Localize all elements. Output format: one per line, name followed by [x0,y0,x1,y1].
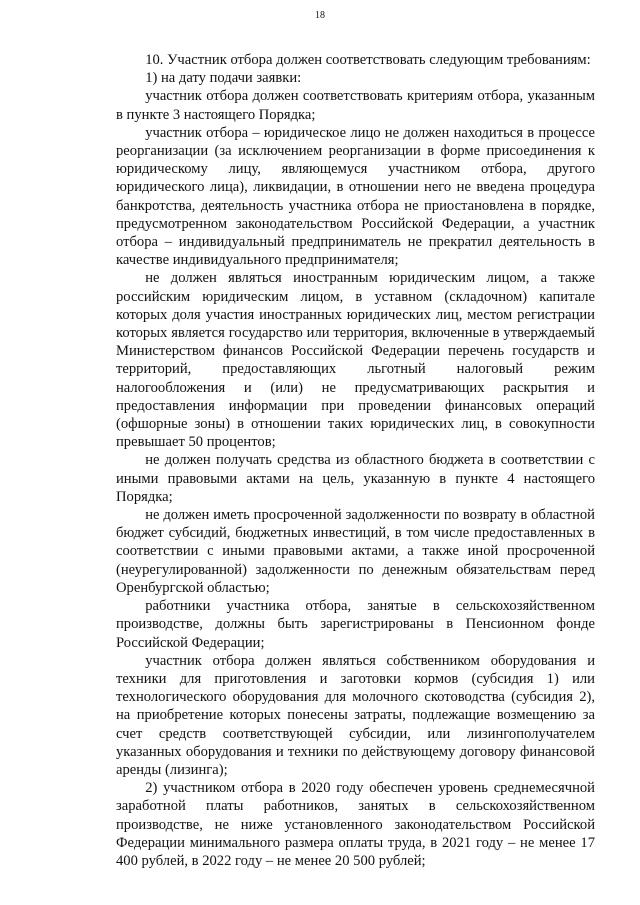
document-body [116,51,595,870]
paragraph-budget-funds: не должен получать средства из областного бюджета в соответствии с иными правовыми актами на цель, указанную в пункте 4 настоящего Порядка; [116,452,595,505]
paragraph-item-1: 1) на дату подачи заявки: [145,70,302,87]
paragraph-requirements-intro: 10. Участник отбора должен соответствовать следующим требованиям: [145,52,591,68]
paragraph-equipment-owner: участник отбора должен являться собственником оборудования и техники для приготовления и заготовки кормов (субсидия 1) или технологического оборудования для молочного скотоводства (субсидия 2), на приобретение которых понесены затраты, подлежащие возмещению за счет средств соответствующей субсидии, или лизингополучателем указанных оборудования и техники по действующему договору финансовой аренды (лизинга); [116,652,595,778]
paragraph-pension-fund: работники участника отбора, занятые в сельскохозяйственном производстве, должны быть зарегистрированы в Пенсионном фонде Российской Федерации; [116,598,595,651]
paragraph-overdue-debt: не должен иметь просроченной задолженности по возврату в областной бюджет субсидий, бюджетных инвестиций, в том числе предоставленных в соответствии с иными правовыми актами, а также иной просроченной (неурегулированной) задолженности по денежным обязательствам перед Оренбургской областью; [116,507,595,596]
paragraph-reorganization: участник отбора – юридическое лицо не должен находиться в процессе реорганизации (за исключением реорганизации в форме присоединения к юридическому лицу, являющемуся участником отбора, другого юридического лица), ликвидации, в отношении него не введена процедура банкротства, деятельность участника отбора не приостановлена в порядке, предусмотренном законодательством Российской Федерации, а участник отбора – индивидуальный предприниматель не прекратил деятельность в качестве индивидуального предпринимателя; [116,124,595,269]
paragraph-foreign-entity: не должен являться иностранным юридическим лицом, а также российским юридическим лицом, в уставном (складочном) капитале которых доля участия иностранных юридических лиц, местом регистрации которых является государство или территория, включенные в утверждаемый Министерством финансов Российской Федерации перечень государств и территорий, предоставляющих льготный налоговый режим налогообложения и (или) не предусматривающих раскрытия и предоставления информации при проведении финансовых операций (офшорные зоны) в отношении таких юридических лиц, в совокупности превышает 50 процентов; [116,270,595,451]
page-number: 18 [315,10,325,21]
paragraph-criteria: участник отбора должен соответствовать критериям отбора, указанным в пункте 3 настоящего Порядка; [116,88,595,123]
paragraph-item-2-salary: 2) участником отбора в 2020 году обеспечен уровень среднемесячной заработной платы работников, занятых в сельскохозяйственном производстве, не ниже установленного законодательством Российской Федерации минимального размера оплаты труда, в 2021 году – не менее 17 400 рублей, в 2022 году – не менее 20 500 рублей; [116,780,595,869]
